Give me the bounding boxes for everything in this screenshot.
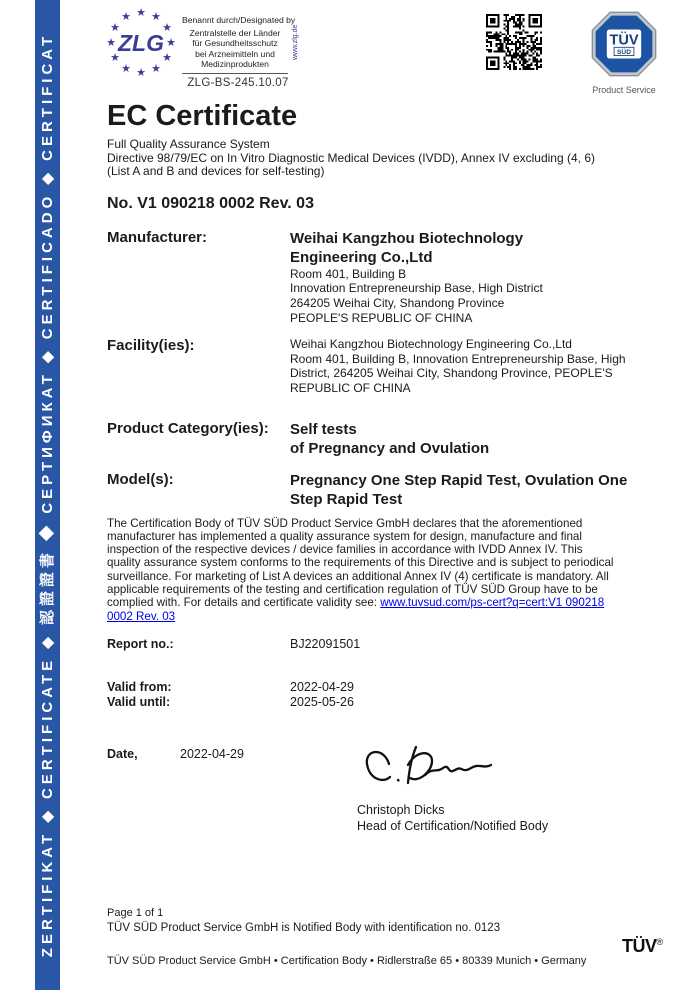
svg-text:★: ★ xyxy=(166,37,176,49)
qr-code xyxy=(486,14,542,70)
svg-text:★: ★ xyxy=(162,52,172,64)
signatory-title: Head of Certification/Notified Body xyxy=(357,819,549,833)
page-indicator: Page 1 of 1 xyxy=(107,907,164,919)
zlg-logo: ZLG xyxy=(118,30,164,56)
report-label: Report no.: xyxy=(107,636,174,651)
date-value: 2022-04-29 xyxy=(180,746,244,761)
manufacturer-name: Weihai Kangzhou Biotechnology Engineering Co.,Ltd xyxy=(290,229,524,266)
product-service-caption: Product Service xyxy=(592,85,656,95)
product-category-value: Self tests of Pregnancy and Ovulation xyxy=(290,420,490,457)
manufacturer-label: Manufacturer: xyxy=(107,228,208,246)
valid-from-label: Valid from: xyxy=(107,679,172,694)
tuv-sud-octagon-logo xyxy=(591,11,657,77)
facility-label: Facility(ies): xyxy=(107,337,195,355)
report-value: BJ22091501 xyxy=(290,636,361,651)
signatory-name: Christoph Dicks xyxy=(357,803,445,817)
page-title: EC Certificate xyxy=(107,100,298,132)
directive-subtitle: Full Quality Assurance System Directive 98/79/EC on In Vitro Diagnostic Medical Devices (IVDD), Annex IV excluding (4, 6) (List A and B and devices for self-testing) xyxy=(107,137,595,179)
models-row xyxy=(107,471,645,509)
certificate-body xyxy=(107,100,645,833)
svg-text:★: ★ xyxy=(151,11,161,23)
signature-block xyxy=(357,742,637,834)
declaration-paragraph xyxy=(107,517,616,623)
valid-from-row xyxy=(107,680,645,696)
svg-text:★: ★ xyxy=(162,22,172,34)
facility-row xyxy=(107,337,645,395)
svg-text:★: ★ xyxy=(121,63,131,75)
facility-name: Weihai Kangzhou Biotechnology Engineering Co.,Ltd xyxy=(290,337,572,352)
models-value: Pregnancy One Step Rapid Test, Ovulation One Step Rapid Test xyxy=(290,471,628,508)
manufacturer-address: Room 401, Building B Innovation Entrepreneurship Base, High District 264205 Weihai City, Shandong Province PEOPLE'S REPUBLIC OF CHINA xyxy=(290,266,543,325)
valid-until-value: 2025-05-26 xyxy=(290,695,354,710)
zlg-website: www.zlg.de xyxy=(292,24,299,60)
certificate-validity-link[interactable]: www.tuvsud.com/ps-cert?q=cert:V1 090218 0002 Rev. 03 xyxy=(107,596,605,623)
sud-logo-text: SÜD xyxy=(617,48,631,56)
eu-stars-circle-icon xyxy=(101,7,181,79)
tuv-wordmark: TÜV® xyxy=(622,936,663,956)
svg-text:★: ★ xyxy=(106,37,116,49)
svg-text:★: ★ xyxy=(136,67,146,79)
valid-until-label: Valid until: xyxy=(107,695,171,710)
svg-text:★: ★ xyxy=(121,11,131,23)
facility-address: Room 401, Building B, Innovation Entrepreneurship Base, High District, 264205 Weihai City, Shandong Province, PEOPLE'S REPUBLIC OF CHINA xyxy=(290,351,626,395)
zlg-organisation-name: Zentralstelle der Länder für Gesundheitsschutz bei Arzneimitteln und Medizinprodukten xyxy=(182,28,288,74)
notified-body-note: TÜV SÜD Product Service GmbH is Notified Body with identification no. 0123 xyxy=(107,922,501,934)
handwritten-signature-icon xyxy=(357,742,497,800)
valid-until-row xyxy=(107,695,645,711)
designated-by-label: Benannt durch/Designated by xyxy=(182,15,296,25)
certificate-number: No. V1 090218 0002 Rev. 03 xyxy=(107,194,314,212)
footer-address: TÜV SÜD Product Service GmbH • Certification Body • Ridlerstraße 65 • 80339 Munich • Germany xyxy=(107,955,587,967)
manufacturer-row xyxy=(107,229,645,325)
product-category-label: Product Category(ies): xyxy=(107,419,269,437)
zlg-designation-block xyxy=(182,15,298,89)
multilingual-certificate-label: ZERTIFIKAT ◆ CERTIFICATE ◆ 認證證書 ◆ СЕРТИФИКАТ ◆ CERTIFICADO ◆ CERTIFICAT xyxy=(39,32,56,958)
declaration-text: The Certification Body of TÜV SÜD Product Service GmbH declares that the aforementioned manufacturer has implemented a quality assurance system for design, manufacture and final inspection of the respective devices / device families in accordance with IVDD Annex IV. This quality assurance system conforms to the requirements of this Directive and is subject to periodical surveillance. For marketing of List A devices an additional Annex IV (4) certificate is mandatory. All applicable requirements of the testing and certification regulation of TÜV SÜD Group have to be complied with. For details and certificate validity see: xyxy=(107,516,614,610)
tuv-logo-text: TÜV xyxy=(609,32,639,49)
validity-block xyxy=(107,680,645,711)
svg-text:★: ★ xyxy=(110,22,120,34)
product-category-row xyxy=(107,420,645,458)
zlg-registration-code: ZLG-BS-245.10.07 xyxy=(187,76,289,89)
svg-text:★: ★ xyxy=(136,7,146,19)
svg-text:★: ★ xyxy=(110,52,120,64)
date-label: Date, xyxy=(107,746,138,761)
report-row xyxy=(107,637,645,652)
models-label: Model(s): xyxy=(107,470,174,488)
valid-from-value: 2022-04-29 xyxy=(290,679,354,694)
registered-trademark-symbol: ® xyxy=(656,937,663,947)
svg-text:★: ★ xyxy=(151,63,161,75)
